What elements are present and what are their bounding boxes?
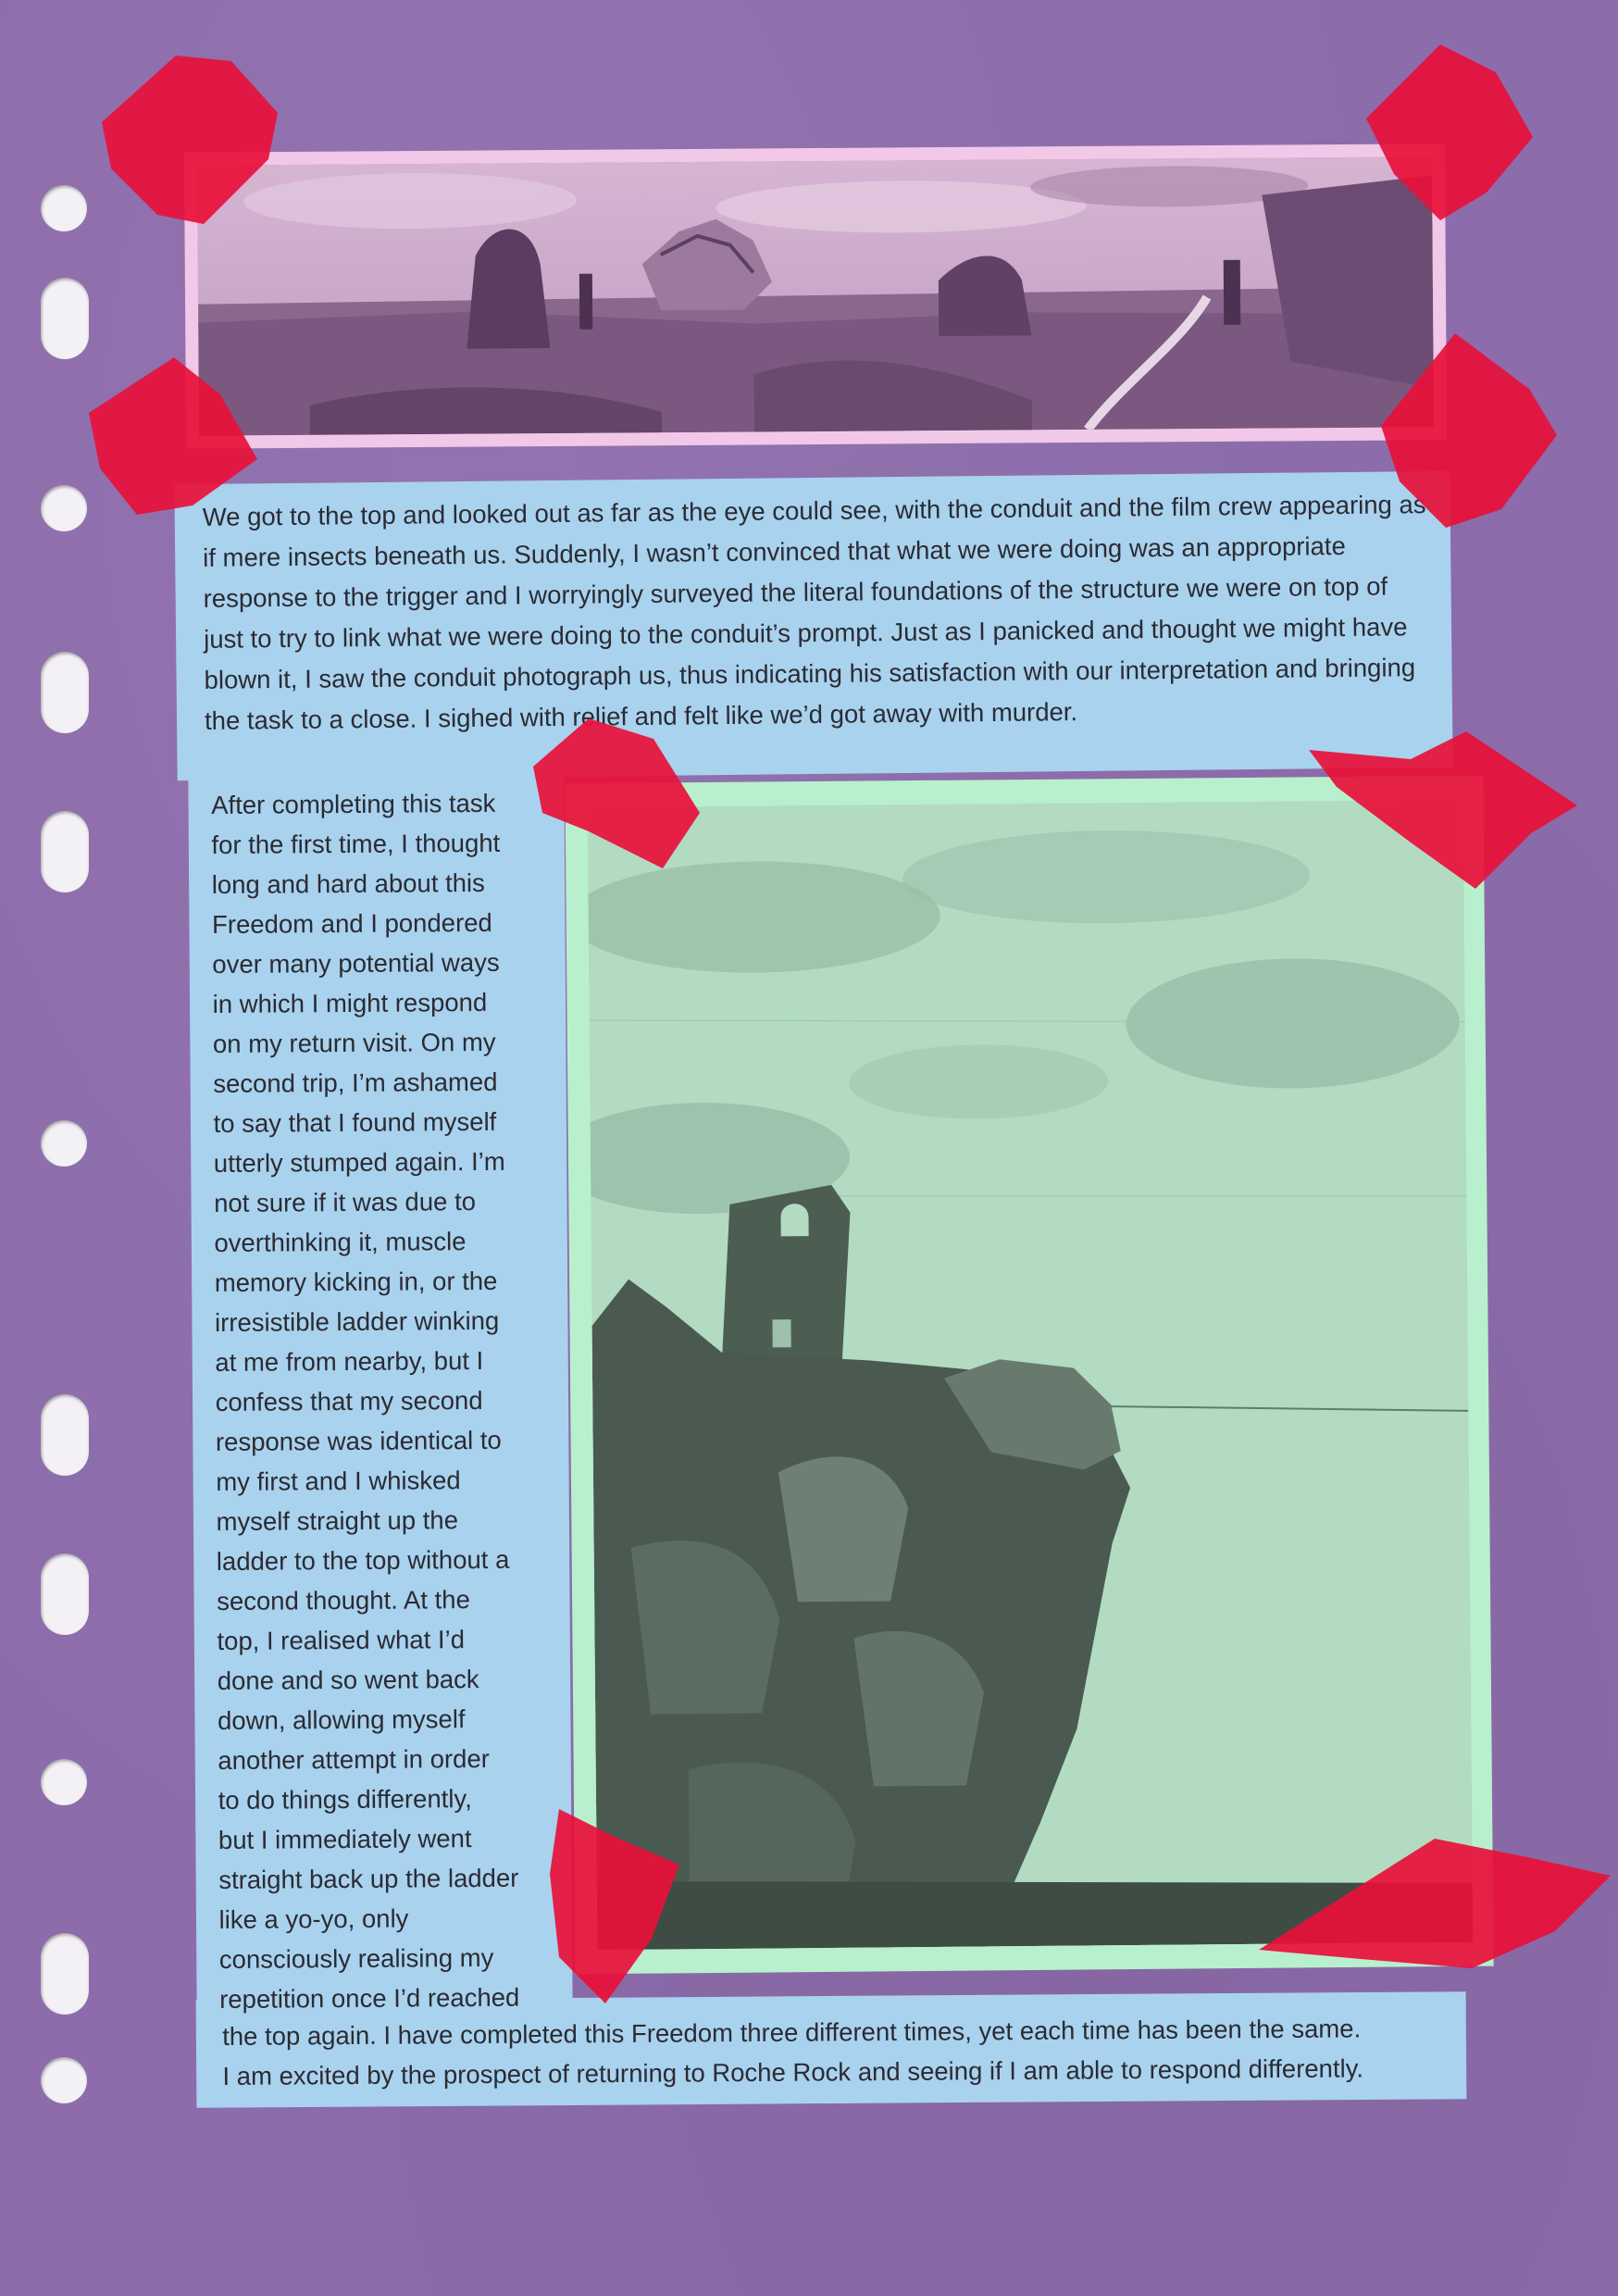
text-line: at me from nearby, but I — [215, 1345, 484, 1377]
binder-hole — [41, 1394, 89, 1476]
binder-hole — [41, 811, 89, 892]
red-tape-piece — [1300, 722, 1587, 889]
binder-hole — [41, 1759, 87, 1805]
roche-rock-photo-print — [565, 776, 1493, 1975]
text-line: Freedom and I pondered — [211, 907, 492, 939]
text-line: top, I realised what I’d — [217, 1625, 466, 1655]
binder-hole — [41, 2057, 87, 2103]
text-line: my first and I whisked — [216, 1466, 461, 1496]
text-line: over many potential ways — [212, 947, 500, 979]
text-line: not sure if it was due to — [214, 1187, 477, 1217]
red-tape-piece — [1372, 324, 1566, 537]
text-line: myself straight up the — [216, 1505, 459, 1536]
text-line: but I immediately went — [218, 1824, 472, 1854]
moorland-panorama-photo — [197, 156, 1434, 435]
top-paragraph: We got to the top and looked out as far as the eye could see, with the conduit and the film crew appearing as if mere insects beneath us. Suddenly, I wasn’t convinced that what we were doing was an appropriate response to the trigger and I worryingly surveyed the literal foundations of the structure we were on top of just to try to link what we were doing to the conduit’s prompt. Just as I panicked and thought we might have blown it, I saw the conduit photograph us, thus indicating his satisfaction with our interpretation and bringing the task to a close. I sighed with relief and felt like we’d got away with murder. — [202, 490, 1426, 735]
text-line: repetition once I’d reached — [219, 1982, 520, 2014]
text-line: on my return visit. On my — [212, 1027, 496, 1058]
red-tape-piece — [541, 1800, 689, 2013]
panorama-photo-print — [184, 144, 1447, 449]
text-line: overthinking it, muscle — [214, 1227, 467, 1257]
binder-hole — [41, 1933, 89, 2015]
text-line: straight back up the ladder — [218, 1863, 519, 1894]
text-line: ladder to the top without a — [216, 1544, 510, 1576]
text-line: to say that I found myself — [213, 1106, 497, 1138]
text-line: After completing this task — [211, 788, 496, 819]
red-tape-piece — [1357, 35, 1542, 230]
text-line: I am excited by the prospect of returning to Roche Rock and seeing if I am able to respond differently. — [222, 2053, 1364, 2090]
binder-hole — [41, 485, 87, 531]
text-line: irresistible ladder winking — [214, 1305, 500, 1337]
text-line: the top again. I have completed this Freedom three different times, yet each time has been the same. — [222, 2014, 1362, 2051]
text-line: second thought. At the — [217, 1585, 470, 1616]
binder-hole — [41, 1120, 87, 1167]
text-line: utterly stumped again. I’m — [213, 1146, 505, 1178]
text-line: for the first time, I thought — [211, 828, 501, 859]
text-line: like a yo-yo, only — [218, 1903, 409, 1934]
top-text-paper — [174, 471, 1452, 780]
text-line: done and so went back — [217, 1665, 479, 1695]
text-line: another attempt in order — [218, 1743, 490, 1775]
red-tape-piece — [81, 348, 267, 524]
roche-rock-chapel-photo — [588, 800, 1474, 1950]
text-line: memory kicking in, or the — [214, 1266, 498, 1297]
narrow-text-column — [211, 782, 571, 2019]
red-tape-piece — [93, 48, 287, 233]
red-tape-piece — [524, 711, 709, 878]
binder-hole — [41, 1554, 89, 1635]
text-line: second trip, I’m ashamed — [213, 1067, 498, 1098]
text-line: to do things differently, — [218, 1784, 472, 1815]
binder-hole — [41, 185, 87, 231]
text-line: in which I might respond — [212, 987, 488, 1018]
text-line: confess that my second — [215, 1385, 483, 1416]
red-tape-piece — [1250, 1829, 1618, 1978]
text-line: long and hard about this — [211, 867, 485, 899]
text-line: down, allowing myself — [217, 1704, 466, 1735]
bottom-text — [222, 2008, 1463, 2096]
text-line: response was identical to — [215, 1425, 502, 1456]
text-line: consciously realising my — [218, 1942, 494, 1974]
binder-hole — [41, 278, 89, 359]
binder-hole — [41, 652, 89, 733]
